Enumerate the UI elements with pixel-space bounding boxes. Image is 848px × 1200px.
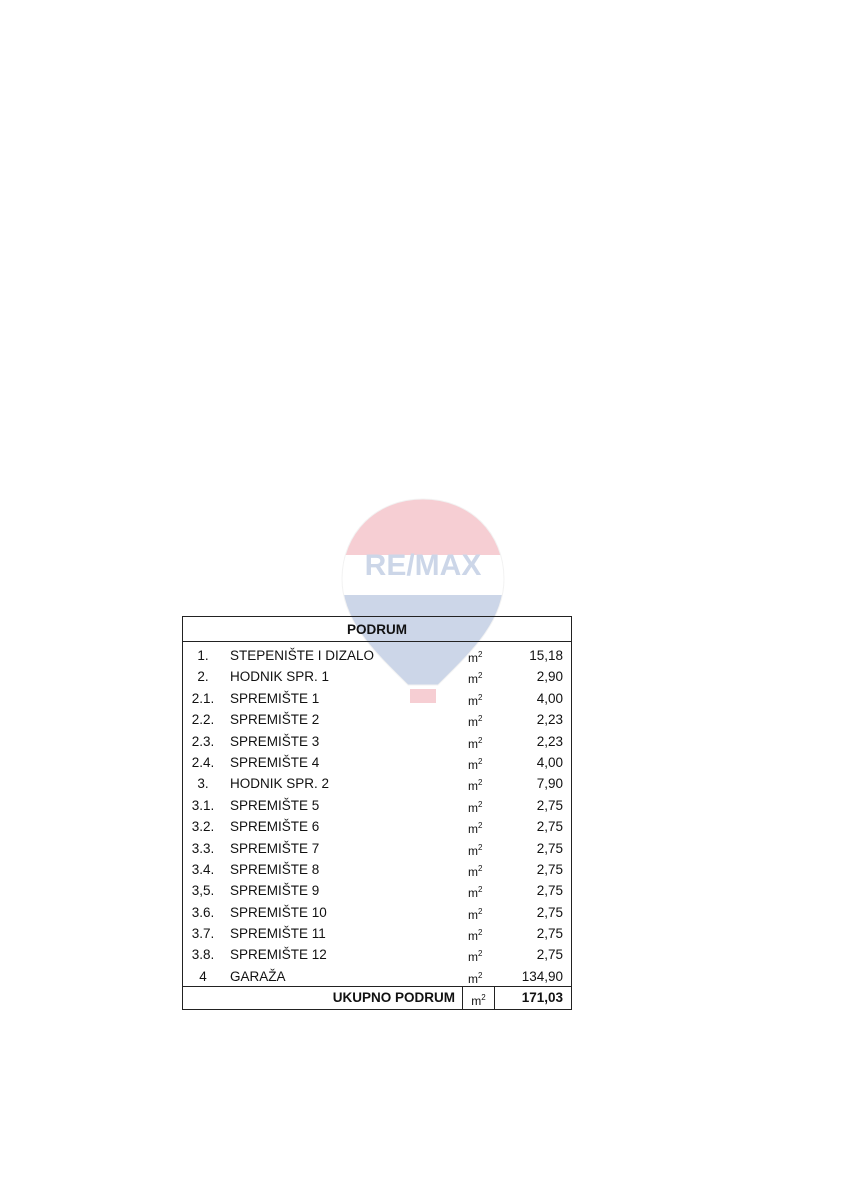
room-name: SPREMIŠTE 9 (230, 883, 320, 899)
row-number: 2.2. (191, 712, 215, 728)
table-row (183, 794, 571, 815)
unit-label: $m^2$ (468, 842, 483, 858)
room-name: SPREMIŠTE 6 (230, 819, 320, 835)
room-name: STEPENIŠTE I DIZALO (230, 648, 375, 663)
unit-label: $m^2$ (468, 906, 483, 922)
room-name: SPREMIŠTE 8 (230, 861, 320, 877)
row-number: 3.6. (191, 904, 215, 920)
row-number: 3.7. (191, 926, 215, 942)
watermark-text: RE/MAX (364, 549, 482, 582)
area-value: 2,23 (536, 733, 563, 749)
area-value: 134,90 (521, 968, 563, 984)
unit-label: $m^2$ (468, 714, 483, 730)
table-row (183, 858, 571, 879)
table-rows (183, 642, 571, 986)
area-value: 2,75 (536, 840, 563, 856)
unit-label: $m^2$ (468, 885, 483, 901)
unit-label: $m^2$ (468, 692, 483, 708)
total-row (183, 986, 571, 1009)
room-name: SPREMIŠTE 7 (230, 840, 320, 856)
table-row (183, 943, 571, 964)
room-name: SPREMIŠTE 5 (230, 797, 320, 813)
unit-label: $m^2$ (468, 970, 483, 986)
table-row (183, 837, 571, 858)
table-row (183, 708, 571, 729)
table-row (183, 751, 571, 772)
table-row (183, 772, 571, 793)
unit-label: $m^2$ (468, 671, 483, 687)
unit-label: $m^2$ (468, 821, 483, 837)
row-number: 3.8. (191, 947, 215, 963)
unit-label: $m^2$ (468, 928, 483, 944)
room-name: GARAŽA (230, 968, 286, 984)
podrum-area-table (182, 616, 572, 1010)
table-row (183, 901, 571, 922)
row-number: 3.1. (191, 797, 215, 813)
area-value: 7,90 (536, 776, 563, 792)
area-value: 2,75 (536, 926, 563, 942)
row-number: 1. (197, 648, 209, 663)
row-number: 4 (199, 968, 207, 984)
total-label: UKUPNO PODRUM (183, 987, 463, 1009)
table-row (183, 644, 571, 665)
room-name: SPREMIŠTE 12 (230, 947, 327, 963)
area-value: 2,75 (536, 797, 563, 813)
unit-label: $m^2$ (468, 863, 483, 879)
area-value: 15,18 (529, 648, 563, 663)
unit-label: $m^2$ (468, 799, 483, 815)
total-unit: $m^2$ (463, 987, 495, 1009)
row-number: 3.3. (191, 840, 215, 856)
room-name: SPREMIŠTE 3 (230, 733, 320, 749)
row-number: 3.2. (191, 819, 215, 835)
row-number: 2.4. (191, 754, 215, 770)
unit-label: $m^2$ (468, 650, 483, 665)
unit-label: $m^2$ (468, 778, 483, 794)
row-number: 3. (197, 776, 209, 792)
unit-label: $m^2$ (468, 949, 483, 965)
row-number: 3.4. (191, 861, 215, 877)
row-number: 2.1. (191, 690, 215, 706)
area-value: 2,75 (536, 819, 563, 835)
area-value: 2,75 (536, 883, 563, 899)
row-number: 2.3. (191, 733, 215, 749)
table-row (183, 665, 571, 686)
room-name: SPREMIŠTE 1 (230, 690, 320, 706)
area-value: 2,75 (536, 861, 563, 877)
table-row (183, 965, 571, 986)
room-name: SPREMIŠTE 11 (230, 926, 326, 942)
unit-label: $m^2$ (468, 735, 483, 751)
room-name: SPREMIŠTE 2 (230, 712, 320, 728)
table-title: PODRUM (183, 617, 571, 642)
row-number: 2. (197, 669, 209, 685)
table-row (183, 879, 571, 900)
room-name: SPREMIŠTE 4 (230, 754, 320, 770)
room-name: SPREMIŠTE 10 (230, 904, 327, 920)
area-value: 2,75 (536, 904, 563, 920)
area-value: 4,00 (536, 754, 563, 770)
table-row (183, 687, 571, 708)
unit-label: $m^2$ (468, 756, 483, 772)
area-value: 2,23 (536, 712, 563, 728)
area-value: 2,75 (536, 947, 563, 963)
table-row (183, 730, 571, 751)
row-number: 3,5. (191, 883, 215, 899)
area-value: 2,90 (536, 669, 563, 685)
table-row (183, 922, 571, 943)
room-name: HODNIK SPR. 2 (230, 776, 330, 792)
room-name: HODNIK SPR. 1 (230, 669, 330, 685)
area-value: 4,00 (536, 690, 563, 706)
table-row (183, 815, 571, 836)
total-value: 171,03 (521, 990, 563, 1006)
